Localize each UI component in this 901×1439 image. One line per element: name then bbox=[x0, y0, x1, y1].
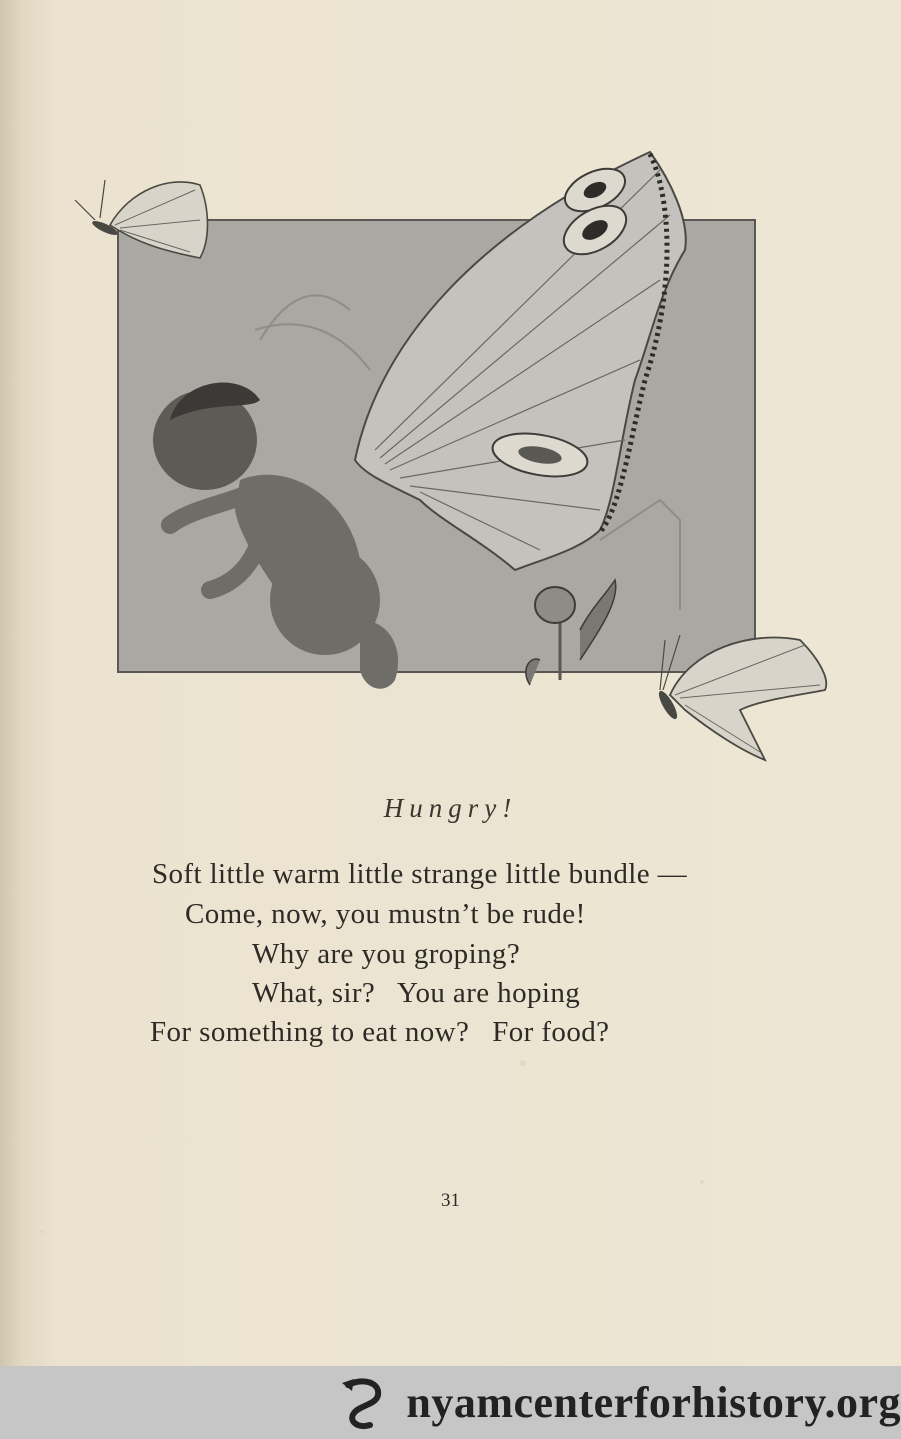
site-url[interactable]: nyamcenterforhistory.org bbox=[406, 1378, 901, 1427]
poem-line: What, sir? You are hoping bbox=[252, 977, 581, 1009]
poem-title: Hungry! bbox=[383, 793, 518, 823]
poem-line: Why are you groping? bbox=[252, 938, 521, 970]
page-number: 31 bbox=[441, 1190, 460, 1211]
poem-line: Soft little warm little strange little bundle — bbox=[152, 858, 688, 890]
watermark-bar bbox=[0, 1366, 901, 1439]
fairy-baby-illustration bbox=[60, 140, 850, 780]
nyam-serpent-logo-icon bbox=[334, 1373, 392, 1433]
poem-line: Come, now, you mustn’t be rude! bbox=[185, 898, 586, 930]
poem-line: For something to eat now? For food? bbox=[150, 1016, 610, 1048]
